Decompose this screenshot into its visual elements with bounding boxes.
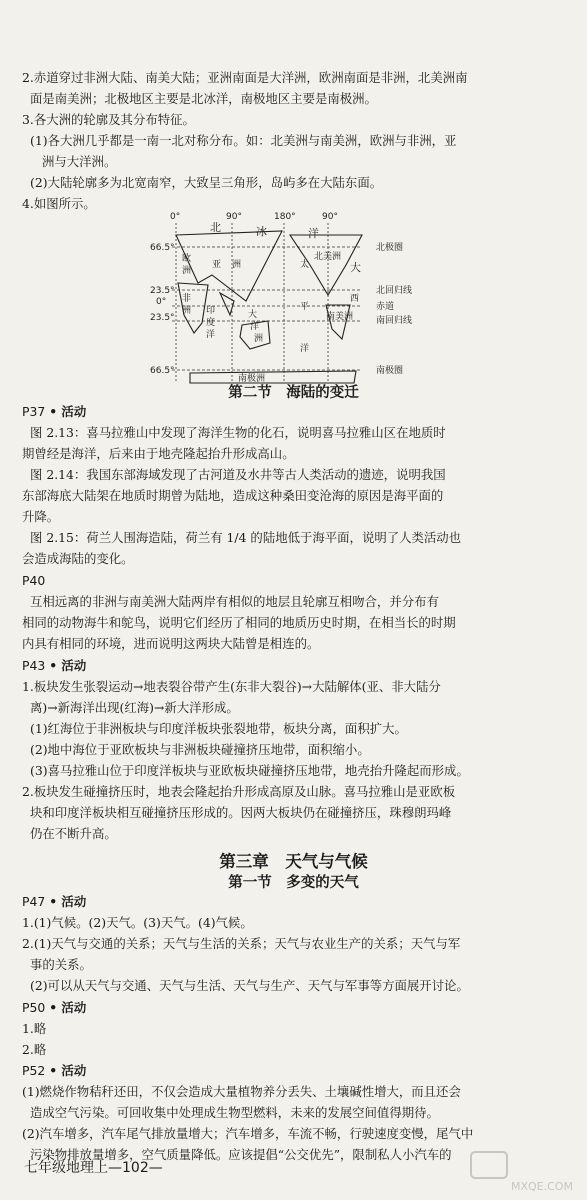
map-label: 洋 <box>308 227 319 240</box>
answer-line: 块和印度洋板块相互碰撞挤压形成的。因两大板块仍在碰撞挤压，珠穆朗玛峰 <box>30 805 452 820</box>
lon-label: 90° <box>226 212 242 222</box>
page-ref <box>22 1000 573 1016</box>
chapter-heading: 第三章 天气与气候 <box>219 852 368 871</box>
answer-line: 1.略 <box>22 1021 47 1036</box>
lat-label: 66.5° <box>150 243 175 253</box>
section-heading: 第一节 多变的天气 <box>228 875 359 891</box>
lat-label: 0° <box>156 297 167 307</box>
answer-line: 污染物排放量增多，空气质量降低。应该提倡“公交优先”，限制私人小汽车的 <box>30 1147 452 1162</box>
answer-line: 相同的动物海牛和鸵鸟，说明它们经历了相同的地质历史时期，在相当长的时期 <box>22 615 456 630</box>
activity-tag: • 活动 <box>49 404 87 419</box>
map-label: 北 <box>210 221 221 234</box>
page-number: P52 <box>22 1063 46 1078</box>
answer-line: 会造成海陆的变化。 <box>22 551 134 566</box>
map-label: 非 <box>182 294 192 304</box>
page-number: P37 <box>22 404 46 419</box>
page-number: P50 <box>22 1000 46 1015</box>
answer-line: 内具有相同的环境，进而说明这两块大陆曾是相连的。 <box>22 636 320 651</box>
answer-line: (3)喜马拉雅山位于印度洋板块与亚欧板块碰撞挤压地带，地壳抬升隆起而形成。 <box>30 763 469 778</box>
answer-line: 互相远离的非洲与南美洲大陆两岸有相似的地层且轮廓互相吻合，并分布有 <box>30 594 439 609</box>
answer-line: (2)汽车增多，汽车尾气排放量增大；汽车增多，车流不畅，行驶速度变慢，尾气中 <box>22 1126 474 1141</box>
watermark-logo <box>469 1150 579 1194</box>
answer-line: 事的关系。 <box>30 957 92 972</box>
answer-line: 2.赤道穿过非洲大陆、南美大陆；亚洲南面是大洋洲，欧洲南面是非洲，北美洲南 <box>22 70 468 85</box>
answer-line: (2)可以从天气与交通、天气与生活、天气与生产、天气与军事等方面展开讨论。 <box>30 978 469 993</box>
map-label: 西 <box>350 294 360 304</box>
answer-line: (2)大陆轮廓多为北宽南窄，大致呈三角形，岛屿多在大陆东面。 <box>30 175 383 190</box>
page-ref <box>22 894 573 910</box>
circle-label: 南极圈 <box>376 366 404 376</box>
answer-line: 1.(1)气候。(2)天气。(3)天气。(4)气候。 <box>22 915 253 930</box>
lat-label: 23.5° <box>150 286 175 296</box>
circle-label: 南回归线 <box>376 316 413 326</box>
map-label: 度 <box>206 318 216 328</box>
answer-line: 图 2.13：喜马拉雅山中发现了海洋生物的化石，说明喜马拉雅山区在地质时 <box>30 425 446 440</box>
page-number: P47 <box>22 894 46 909</box>
activity-tag: • 活动 <box>49 894 87 909</box>
answer-line: 仍在不断升高。 <box>30 826 117 841</box>
answer-line: 期曾经是海洋，后来由于地壳隆起抬升形成高山。 <box>22 446 295 461</box>
answer-line: 造成空气污染。可回收集中处理成生物型燃料，未来的发展空间值得期待。 <box>30 1105 439 1120</box>
answer-line: 图 2.15：荷兰人围海造陆，荷兰有 1/4 的陆地低于海平面，说明了人类活动也 <box>30 530 462 545</box>
map-label: 洋 <box>250 322 260 332</box>
lon-label: 90° <box>322 212 338 222</box>
map-label: 南美洲 <box>326 312 354 322</box>
map-label: 大 <box>248 310 258 320</box>
activity-tag: • 活动 <box>49 1063 87 1078</box>
answer-line: 4.如图所示。 <box>22 196 96 211</box>
lat-label: 66.5° <box>150 366 175 376</box>
page-ref <box>22 658 573 674</box>
map-label: 太 <box>300 260 310 270</box>
answer-line: 面是南美洲；北极地区主要是北冰洋，南极地区主要是南极洲。 <box>30 91 377 106</box>
map-label: 洲 <box>254 334 264 344</box>
lon-label: 0° <box>170 212 181 222</box>
map-label: 北美洲 <box>314 252 342 262</box>
answer-line: 2.板块发生碰撞挤压时，地表会隆起抬升形成高原及山脉。喜马拉雅山是亚欧板 <box>22 784 456 799</box>
circle-label: 北极圈 <box>376 243 404 253</box>
map-label: 洲 <box>232 260 242 270</box>
watermark-text: MXQE.COM <box>511 1180 573 1193</box>
answer-line: (1)红海位于非洲板块与印度洋板块张裂地带，板块分离，面积扩大。 <box>30 721 407 736</box>
map-label: 印 <box>206 306 216 316</box>
answer-line: (1)燃烧作物秸秆还田，不仅会造成大量植物养分丢失、土壤碱性增大，而且还会 <box>22 1084 461 1099</box>
map-label: 大 <box>350 261 361 274</box>
lat-label: 23.5° <box>150 313 175 323</box>
answer-line: 升降。 <box>22 509 60 524</box>
answer-line: 图 2.14：我国东部海域发现了古河道及水井等古人类活动的遗迹，说明我国 <box>30 467 446 482</box>
answer-line: (2)地中海位于亚欧板块与非洲板块碰撞挤压地带，面积缩小。 <box>30 742 370 757</box>
activity-tag: • 活动 <box>49 1000 87 1015</box>
answer-line: 1.板块发生张裂运动→地表裂谷带产生(东非大裂谷)→大陆解体(亚、非大陆分 <box>22 679 441 694</box>
answer-line: 3.各大洲的轮廓及其分布特征。 <box>22 112 195 127</box>
answer-line: 洲与大洋洲。 <box>42 154 117 169</box>
circle-label: 北回归线 <box>376 286 413 296</box>
map-label: 亚 <box>212 260 222 270</box>
page-footer: 七年级地理上—102— <box>24 1160 163 1176</box>
activity-tag: • 活动 <box>49 658 87 673</box>
answer-line: 2.(1)天气与交通的关系；天气与生活的关系；天气与农业生产的关系；天气与军 <box>22 936 461 951</box>
section-heading: 第二节 海陆的变迁 <box>228 385 359 401</box>
map-label: 洲 <box>182 306 192 316</box>
answer-line: 2.略 <box>22 1042 47 1057</box>
page-ref <box>22 404 573 420</box>
page-ref <box>22 1063 573 1079</box>
map-label: 平 <box>300 302 310 312</box>
map-label: 冰 <box>256 225 267 238</box>
map-label: 洋 <box>206 330 216 340</box>
map-label: 欧 <box>182 254 192 264</box>
map-label: 洋 <box>300 344 310 354</box>
answer-line: 东部海底大陆架在地质时期曾为陆地，造成这种桑田变沧海的原因是海平面的 <box>22 488 444 503</box>
circle-label: 赤道 <box>376 302 395 312</box>
map-label: 南极洲 <box>238 374 266 384</box>
answer-line: 离)→新海洋出现(红海)→新大洋形成。 <box>30 700 239 715</box>
page-number: P43 <box>22 658 46 673</box>
lon-label: 180° <box>274 212 296 222</box>
answer-line: (1)各大洲几乎都是一南一北对称分布。如：北美洲与南美洲，欧洲与非洲，亚 <box>30 133 457 148</box>
continent-distribution-map <box>150 205 450 385</box>
map-label: 洲 <box>182 266 192 276</box>
page-number: P40 <box>22 573 46 588</box>
